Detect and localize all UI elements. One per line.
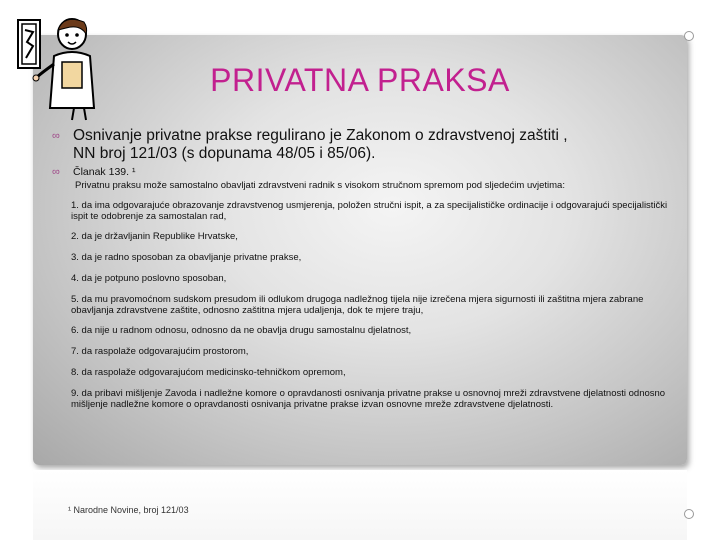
list-item: 9. da pribavi mišljenje Zavoda i nadležne komore o opravdanosti osnivanja privatne prakse u osnovnoj mreži zdravstvene djelatnosti odnosno mišljenje nadležne komore o opravdanosti osnivanja privatne prakse izvan osnovne mreže zdravstvene djelatnosti. <box>71 388 666 410</box>
article-intro: Privatnu praksu može samostalno obavljati zdravstveni radnik s visokom stručnom spremom pod sljedećim uvjetima: <box>75 180 565 191</box>
intro-line-1: Osnivanje privatne prakse regulirano je Zakonom o zdravstvenoj zaštiti , <box>73 127 568 144</box>
article-block <box>73 166 693 192</box>
intro-text <box>73 127 693 163</box>
list-item: 8. da raspolaže odgovarajućom medicinsko-tehničkom opremom, <box>71 367 346 378</box>
infinity-icon: ∞ <box>52 130 60 142</box>
list-item: 1. da ima odgovarajuće obrazovanje zdravstvenog usmjerenja, položen stručni ispit, a za specijalističke ordinacije i odgovarajući specijalistički ispit te odobrenje za samostalan rad, <box>71 200 668 222</box>
list-item: 6. da nije u radnom odnosu, odnosno da ne obavlja drugu samostalnu djelatnost, <box>71 325 412 336</box>
list-item: 3. da je radno sposoban za obavljanje privatne prakse, <box>71 252 302 263</box>
article-label: Članak 139. ¹ <box>73 166 136 178</box>
infinity-icon: ∞ <box>52 166 60 178</box>
list-item: 7. da raspolaže odgovarajućim prostorom, <box>71 346 249 357</box>
slide-title: PRIVATNA PRAKSA <box>210 62 510 98</box>
footnote: ¹ Narodne Novine, broj 121/03 <box>68 505 189 515</box>
corner-mark <box>684 31 694 41</box>
list-item: 4. da je potpuno poslovno sposoban, <box>71 273 227 284</box>
list-item: 2. da je državljanin Republike Hrvatske, <box>71 231 238 242</box>
list-item: 5. da mu pravomoćnom sudskom presudom ili odlukom drugoga nadležnog tijela nije izrečena mjera sigurnosti ili zaštitna mjera zabrane obavljanja zdravstvene zaštite, odnosno zaštitna mjera udaljenja, dok te mjere traju, <box>71 294 644 316</box>
corner-mark <box>684 509 694 519</box>
intro-line-2: NN broj 121/03 (s dopunama 48/05 i 85/06). <box>73 145 376 162</box>
